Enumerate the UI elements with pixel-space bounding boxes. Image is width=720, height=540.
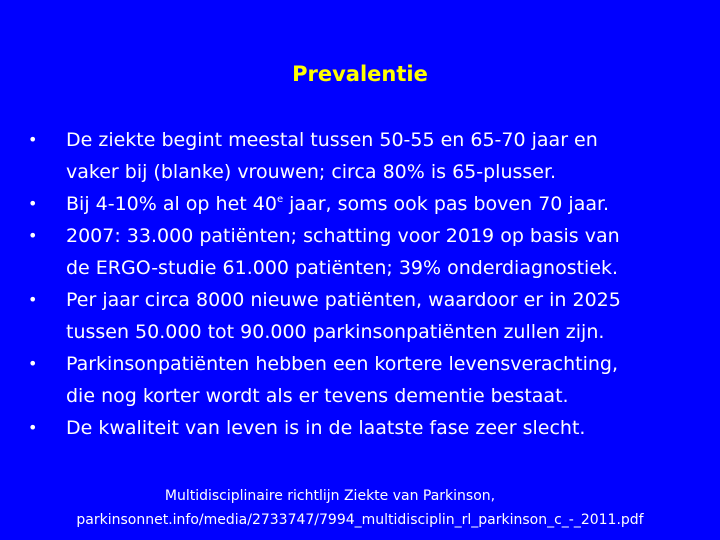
bullet-dot-icon: • — [28, 418, 38, 437]
bullet-text-pre: Bij 4-10% al op het 40 — [66, 193, 277, 215]
bullet-line: De ziekte begint meestal tussen 50-55 en 65-70 jaar en — [66, 129, 598, 151]
bullet-dot-icon: • — [28, 194, 38, 213]
bullet-line: die nog korter wordt als er tevens dementie bestaat. — [66, 385, 569, 407]
bullet-text — [66, 188, 708, 220]
list-item — [28, 220, 708, 284]
bullet-list — [28, 124, 708, 444]
bullet-text — [66, 412, 708, 444]
bullet-line: vaker bij (blanke) vrouwen; circa 80% is 65-plusser. — [66, 161, 557, 183]
bullet-text — [66, 220, 708, 284]
list-item — [28, 412, 708, 444]
bullet-line — [66, 188, 708, 220]
bullet-text-post: jaar, soms ook pas boven 70 jaar. — [283, 193, 610, 215]
bullet-line: tussen 50.000 tot 90.000 parkinsonpatiënten zullen zijn. — [66, 321, 605, 343]
source-citation — [0, 484, 720, 532]
bullet-text — [66, 348, 708, 412]
bullet-dot-icon: • — [28, 354, 38, 373]
superscript: e — [276, 194, 284, 205]
slide-title: Prevalentie — [292, 62, 428, 86]
bullet-dot-icon: • — [28, 226, 38, 245]
bullet-line: Per jaar circa 8000 nieuwe patiënten, waardoor er in 2025 — [66, 289, 621, 311]
list-item — [28, 284, 708, 348]
source-line-1: Multidisciplinaire richtlijn Ziekte van Parkinson, — [164, 488, 496, 504]
list-item — [28, 348, 708, 412]
bullet-text — [66, 284, 708, 348]
bullet-dot-icon: • — [28, 290, 38, 309]
bullet-line: 2007: 33.000 patiënten; schatting voor 2019 op basis van — [66, 225, 620, 247]
source-link[interactable]: parkinsonnet.info/media/2733747/7994_multidisciplin_rl_parkinson_c_-_2011.pdf — [76, 512, 644, 528]
list-item — [28, 188, 708, 220]
list-item — [28, 124, 708, 188]
bullet-text — [66, 124, 708, 188]
bullet-dot-icon: • — [28, 130, 38, 149]
bullet-line: de ERGO-studie 61.000 patiënten; 39% onderdiagnostiek. — [66, 257, 619, 279]
bullet-line: Parkinsonpatiënten hebben een kortere levensverachting, — [66, 353, 619, 375]
bullet-line: De kwaliteit van leven is in de laatste fase zeer slecht. — [66, 417, 586, 439]
